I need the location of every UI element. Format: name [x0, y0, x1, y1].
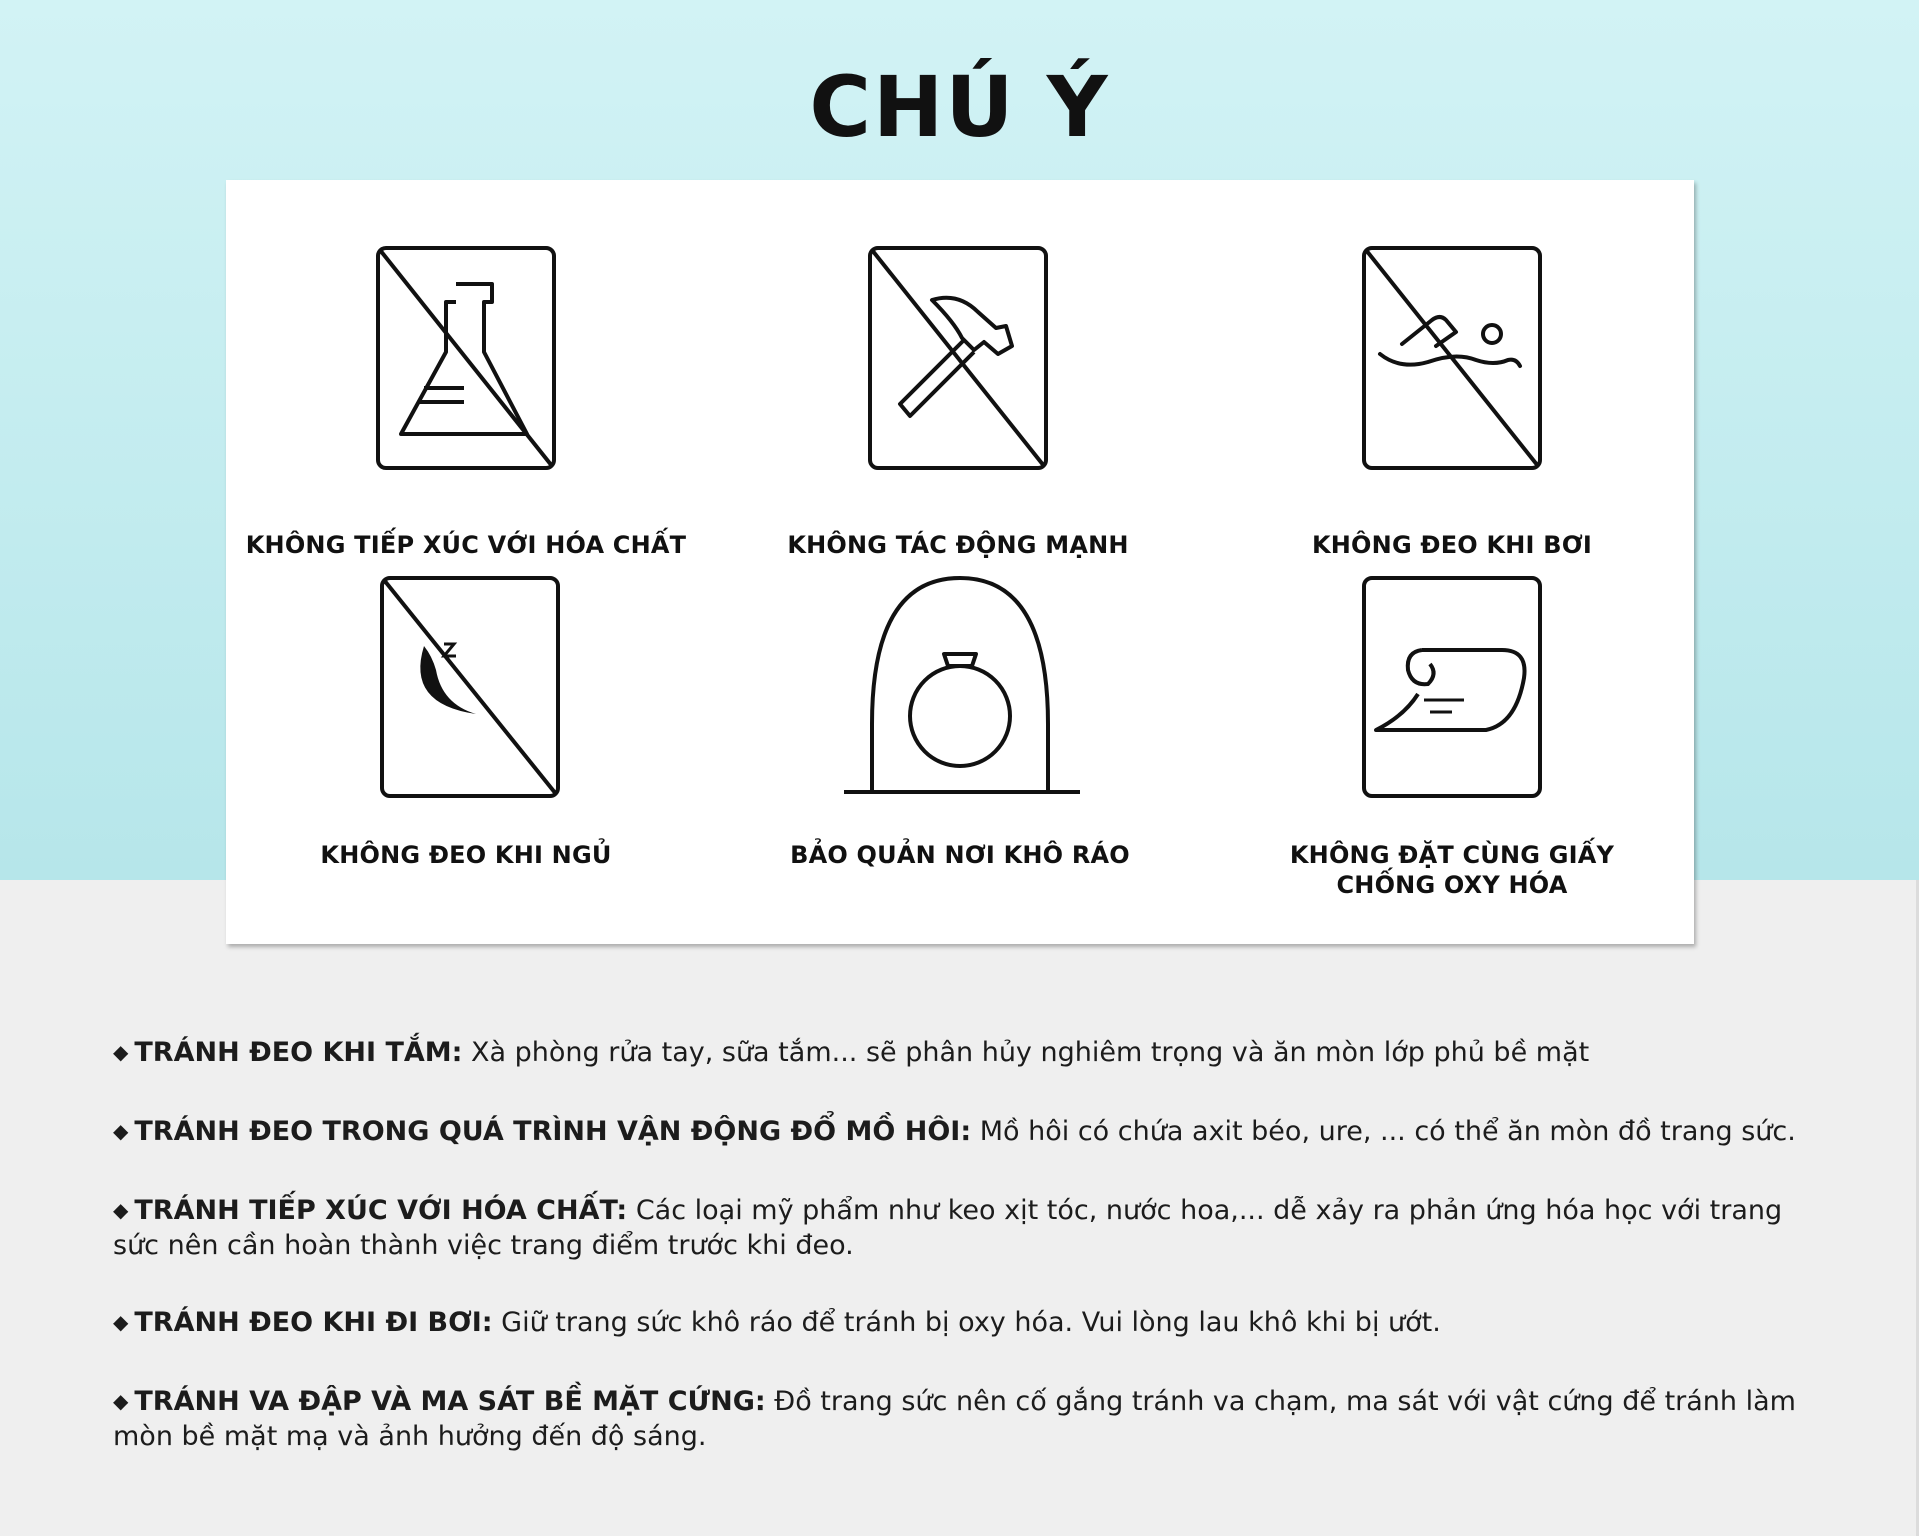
note-label: TRÁNH ĐEO TRONG QUÁ TRÌNH VẬN ĐỘNG ĐỔ MỒ HÔI: — [134, 1116, 972, 1147]
note-item — [113, 1115, 1813, 1150]
no-swimming-icon — [1352, 242, 1552, 492]
icon-label — [1222, 840, 1682, 900]
diamond-bullet-icon: ◆ — [113, 1119, 129, 1143]
diamond-bullet-icon: ◆ — [113, 1310, 129, 1334]
care-icons-card — [226, 180, 1694, 944]
no-impact-icon — [858, 242, 1058, 492]
icon-label: KHÔNG ĐEO KHI BƠI — [1311, 531, 1593, 559]
diamond-bullet-icon: ◆ — [113, 1040, 129, 1064]
note-text: Mồ hôi có chứa axit béo, ure, ... có thể ăn mòn đồ trang sức. — [971, 1116, 1796, 1147]
icon-cell-sleeping — [236, 574, 696, 870]
note-item — [113, 1194, 1813, 1262]
icon-label: KHÔNG TIẾP XÚC VỚI HÓA CHẤT — [245, 531, 687, 559]
page-title: CHÚ Ý — [809, 58, 1110, 156]
note-item — [113, 1306, 1813, 1341]
note-text: Xà phòng rửa tay, sữa tắm... sẽ phân hủy nghiêm trọng và ăn mòn lớp phủ bề mặt — [462, 1037, 1590, 1068]
no-chemicals-icon — [366, 242, 566, 492]
note-item — [113, 1036, 1813, 1071]
icon-cell-chemicals — [236, 242, 696, 560]
note-label: TRÁNH TIẾP XÚC VỚI HÓA CHẤT: — [134, 1195, 628, 1226]
note-label: TRÁNH ĐEO KHI TẮM: — [134, 1037, 463, 1068]
icon-label-line: CHỐNG OXY HÓA — [1336, 871, 1568, 899]
note-text: Đồ trang sức nên cố gắng tránh va chạm, ma sát với vật cứng để tránh làm mòn bề mặt mạ và ảnh hưởng đến độ sáng. — [113, 1386, 1796, 1452]
no-sleeping-icon — [366, 574, 566, 804]
icon-label-line: KHÔNG ĐẶT CÙNG GIẤY — [1289, 841, 1615, 869]
diamond-bullet-icon: ◆ — [113, 1198, 129, 1222]
no-paper-icon — [1352, 574, 1552, 804]
care-notes — [113, 1036, 1813, 1497]
note-text: Các loại mỹ phẩm như keo xịt tóc, nước hoa,... dễ xảy ra phản ứng hóa học với trang sức nên cần hoàn thành việc trang điểm trước khi đeo. — [113, 1195, 1783, 1261]
icon-cell-dry-storage — [730, 574, 1190, 870]
dry-storage-icon — [840, 574, 1080, 804]
icon-cell-paper — [1222, 574, 1682, 900]
diamond-bullet-icon: ◆ — [113, 1389, 129, 1413]
icon-cell-impact — [728, 242, 1188, 560]
note-label: TRÁNH ĐEO KHI ĐI BƠI: — [134, 1307, 493, 1338]
icon-label: KHÔNG ĐEO KHI NGỦ — [320, 841, 612, 869]
note-label: TRÁNH VA ĐẬP VÀ MA SÁT BỀ MẶT CỨNG: — [134, 1386, 766, 1417]
note-text: Giữ trang sức khô ráo để tránh bị oxy hóa. Vui lòng lau khô khi bị ướt. — [492, 1307, 1441, 1338]
note-item — [113, 1385, 1813, 1453]
icon-label: BẢO QUẢN NƠI KHÔ RÁO — [790, 841, 1130, 869]
icon-cell-swimming — [1222, 242, 1682, 560]
icon-label: KHÔNG TÁC ĐỘNG MẠNH — [787, 531, 1129, 559]
